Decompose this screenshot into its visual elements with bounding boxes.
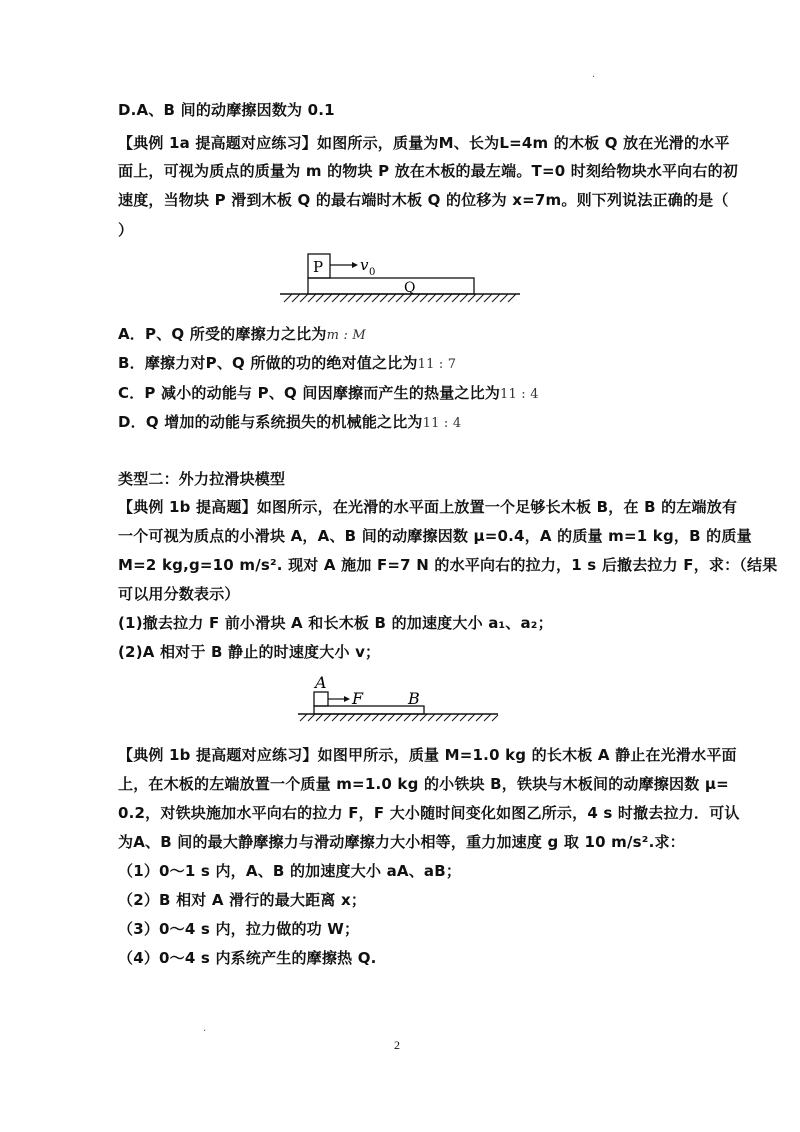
option-d	[118, 412, 461, 434]
option-c-math: 11 : 4	[500, 387, 539, 402]
problem-1b-question-2: (2)A 相对于 B 静止的时速度大小 v；	[118, 643, 381, 661]
practice-1b-question-4: （4）0～4 s 内系统产生的摩擦热 Q.	[118, 949, 377, 967]
velocity-arrowhead	[352, 262, 358, 268]
practice-1b-line-3: 0.2，对铁块施加水平向右的拉力 F，F 大小随时间变化如图乙所示，4 s 时撤去拉力．可认	[118, 804, 740, 822]
option-b-math: 11 : 7	[417, 357, 457, 372]
option-c	[118, 383, 539, 405]
problem-1a-line-2: 面上，可视为质点的质量为 m 的物块 P 放在木板的最左端。T=0 时刻给物块水平向右的初	[118, 162, 738, 180]
practice-1b-question-2: （2）B 相对 A 滑行的最大距离 x；	[118, 891, 367, 909]
page-number: 2	[394, 1038, 400, 1052]
board-q-label: Q	[404, 280, 416, 296]
option-c-text: C．P 减小的动能与 P、Q 间因摩擦而产生的热量之比为	[118, 384, 501, 402]
block-p-label: P	[313, 258, 324, 276]
speck: ·	[592, 72, 596, 83]
velocity-subscript: 0	[369, 267, 376, 278]
practice-1b-line-2: 上，在木板的左端放置一个质量 m=1.0 kg 的小铁块 B，铁块与木板间的动摩擦因数 μ=	[118, 775, 729, 793]
option-a	[118, 324, 366, 346]
problem-1b-line-4: 可以用分数表示）	[118, 585, 240, 603]
board-b-label: B	[408, 689, 420, 708]
slider-a	[314, 692, 328, 706]
practice-1b-line-1: 【典例 1b 提高题对应练习】如图甲所示，质量 M=1.0 kg 的长木板 A 静止在光滑水平面	[118, 746, 737, 764]
speck-2: ·	[203, 1026, 207, 1037]
problem-1a-line-4: ）	[118, 221, 134, 239]
practice-1b-line-4: 为A、B 间的最大静摩擦力与滑动摩擦力大小相等，重力加速度 g 取 10 m/s².求：	[118, 833, 685, 851]
option-b	[118, 353, 456, 375]
section-heading-type-2: 类型二：外力拉滑块模型	[118, 470, 286, 488]
force-arrowhead	[344, 696, 350, 702]
option-d-previous: D.A、B 间的动摩擦因数为 0.1	[118, 101, 335, 119]
board-q	[308, 278, 474, 294]
ground-hatching-2	[300, 714, 498, 721]
problem-1a-line-1: 【典例 1a 提高题对应练习】如图所示，质量为M、长为L=4m 的木板 Q 放在光滑的水平	[118, 134, 730, 152]
problem-1a-line-3: 速度，当物块 P 滑到木板 Q 的最右端时木板 Q 的位移为 x=7m。则下列说法正确的是（	[118, 191, 729, 209]
option-a-math: m : M	[326, 328, 366, 343]
option-d-math: 11 : 4	[422, 416, 462, 431]
problem-1b-question-1: (1)撤去拉力 F 前小滑块 A 和长木板 B 的加速度大小 a₁、a₂；	[118, 614, 553, 632]
velocity-label: v	[360, 256, 369, 274]
slider-a-label: A	[315, 673, 327, 692]
practice-1b-question-1: （1）0～1 s 内，A、B 的加速度大小 aA、aB；	[118, 862, 462, 880]
option-b-text: B．摩擦力对P、Q 所做的功的绝对值之比为	[118, 354, 418, 372]
figure-slider-a-board-b	[298, 670, 508, 728]
problem-1b-line-1: 【典例 1b 提高题】如图所示，在光滑的水平面上放置一个足够长木板 B，在 B 的左端放有	[118, 498, 738, 516]
option-a-text: A．P、Q 所受的摩擦力之比为	[118, 325, 327, 343]
problem-1b-line-2: 一个可视为质点的小滑块 A，A、B 间的动摩擦因数 μ=0.4，A 的质量 m=1 kg，B 的质量	[118, 527, 752, 545]
ground-hatching	[284, 294, 516, 302]
practice-1b-question-3: （3）0～4 s 内，拉力做的功 W；	[118, 920, 360, 938]
figure-block-p-board-q	[280, 250, 520, 312]
force-label: F	[352, 689, 364, 708]
problem-1b-line-3: M=2 kg,g=10 m/s². 现对 A 施加 F=7 N 的水平向右的拉力，1 s 后撤去拉力 F，求：（结果	[118, 556, 778, 574]
option-d-text: D．Q 增加的动能与系统损失的机械能之比为	[118, 413, 423, 431]
